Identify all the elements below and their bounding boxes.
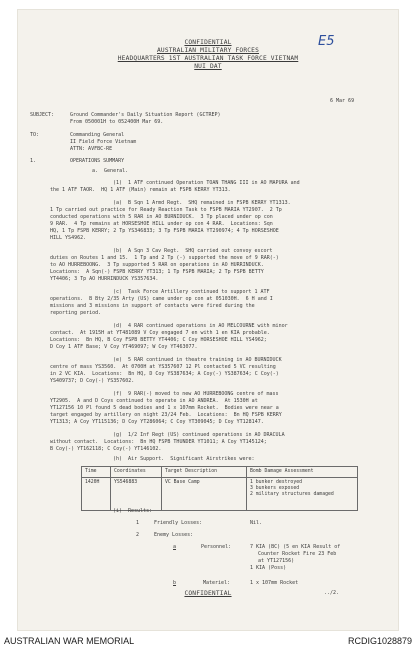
table-cell-assessment: 1 bunker destroyed 3 bunkers exposed 2 military structures damaged: [247, 478, 358, 511]
body-line: (f) 9 RAR(-) moved to new AO HURREBOONG centre of mass: [113, 391, 279, 397]
body-line: without contact. Locations: Bn HQ FSPB THUNDER YT1011; A Coy YT145124;: [50, 439, 267, 445]
body-line: in 2 VC KIA. Locations: Bn HQ, D Coy YS387634; A Coy(-) YS387634; C Coy(-): [50, 371, 279, 377]
body-line: YT127156 10 Pl found 5 dead bodies and 1 x 107mm Rocket. Bodies were near a: [50, 405, 279, 411]
materiel-label: Materiel:: [203, 580, 231, 586]
body-line: conducted operations with 5 RAR in AO BURNIDUCK. 3 Tp placed under op con: [50, 214, 273, 220]
continued-marker: ../2.: [324, 590, 340, 596]
body-line: missions and 3 missions in support of contacts were fired during the: [50, 303, 255, 309]
subsection-general: a. General.: [92, 168, 129, 174]
header-line-1: AUSTRALIAN MILITARY FORCES: [156, 47, 260, 54]
results-label: (i) Results:: [113, 508, 153, 514]
personnel-line-4: 1 KIA (Poss): [250, 565, 287, 571]
table-cell-coordinates: YS546883: [111, 478, 162, 511]
materiel-value: 1 x 107mm Rocket: [250, 580, 299, 586]
enemy-label: Enemy Losses:: [154, 532, 194, 538]
body-line: 1 Tp carried out practice for Ready Reaction Task to FSPB MARIA YT2907. 2 Tp: [50, 207, 282, 213]
body-line: (e) 5 RAR continued in theatre training in AO BURNIDUCK: [113, 357, 282, 363]
table-cell-time: 1420H: [82, 478, 111, 511]
materiel-letter: b: [173, 580, 177, 586]
table-row: [82, 478, 358, 511]
body-line: (a) B Sqn 1 Armd Regt. SHQ remained in FSPB KERRY YT1313.: [113, 200, 291, 206]
to-line-1: Commanding General: [70, 132, 125, 138]
body-line: (b) A Sqn 3 Cav Regt. SHQ carried out convoy escort: [113, 248, 273, 254]
table-cell-target: VC Base Camp: [162, 478, 247, 511]
table-header-cell: Coordinates: [111, 467, 162, 478]
section-number: 1.: [30, 158, 37, 164]
body-line: target engaged by artillery on night 23/24 Feb. Locations: Bn HQ FSPB KERRY: [50, 412, 282, 418]
body-line: operations. B Bty 2/35 Arty (US) came under op con at 051030H. 6 H and I: [50, 296, 273, 302]
subject-label: SUBJECT:: [30, 112, 55, 118]
body-line: HILL YS4962.: [50, 235, 87, 241]
archive-source-label: AUSTRALIAN WAR MEMORIAL: [4, 636, 135, 646]
personnel-letter: a: [173, 544, 177, 550]
to-line-2: II Field Force Vietnam: [70, 139, 137, 145]
body-line: 9 RAR. 4 Tp remains at HORSESHOE HILL under op con 4 RAR. Locations: Sqn: [50, 221, 273, 227]
body-line: YS409737; D Coy(-) YS357602.: [50, 378, 135, 384]
table-header-cell: Target Description: [162, 467, 247, 478]
body-line: centre of mass YS3560. At 0700H at YS357607 12 Pl contacted 5 VC resulting: [50, 364, 276, 370]
airstrike-table: [81, 466, 358, 511]
archive-record-id: RCDIG1028879: [347, 636, 412, 646]
classification-header: CONFIDENTIAL: [184, 39, 232, 46]
body-line: the 1 ATF TAOR. HQ 1 ATF (Main) remain at FSPB KERRY YT313.: [50, 187, 231, 193]
body-line: (d) 4 RAR continued operations in AO MELCOURNE with minor: [113, 323, 288, 329]
body-line: YT2905. A and D Coys continued to operate in AO ANDREA. At 1530H at: [50, 398, 258, 404]
to-line-3: ATTN: AVFBC-RE: [70, 146, 113, 152]
subject-line-1: Ground Commander's Daily Situation Report (GCTREP): [70, 112, 221, 118]
header-line-2: HEADQUARTERS 1ST AUSTRALIAN TASK FORCE VIETNAM: [117, 55, 299, 62]
enemy-number: 2: [136, 532, 140, 538]
friendly-label: Friendly Losses:: [154, 520, 203, 526]
personnel-line-1: 7 KIA (BC) (5 en KIA Result of: [250, 544, 341, 550]
body-line: (h) Air Support. Significant Airstrikes were:: [113, 456, 255, 462]
body-line: (c) Task Force Artillery continued to support 1 ATF: [113, 289, 270, 295]
table-header-cell: Time: [82, 467, 111, 478]
document-page: [18, 10, 398, 630]
header-line-3: NUI DAT: [194, 63, 222, 70]
document-date: 6 Mar 69: [330, 98, 355, 104]
to-label: TO:: [30, 132, 40, 138]
body-line: YT4406; 3 Tp AO HURRINDUCK YS357634.: [50, 276, 159, 282]
body-line: Locations: A Sqn(-) FSPB KERRY YT313; 1 Tp FSPB MARIA; 2 Tp FSPB BETTY: [50, 269, 264, 275]
section-title: OPERATIONS SUMMARY: [70, 158, 125, 164]
classification-footer: CONFIDENTIAL: [184, 590, 232, 597]
body-line: (1) 1 ATF continued Operation TOAN THANG III in AO MAPURA and: [113, 180, 300, 186]
table-header-cell: Bomb Damage Assessment: [247, 467, 358, 478]
personnel-label: Personnel:: [201, 544, 232, 550]
table-header-row: [82, 467, 358, 478]
body-line: contact. At 1915H at YT481089 V Coy engaged 7 en with 1 en KIA probable.: [50, 330, 270, 336]
personnel-line-2: Counter Rocket Fire 23 Feb: [258, 551, 337, 557]
body-line: duties on Routes 1 and 15. 1 Tp and 2 Tp (-) supported the move of 9 RAR(-): [50, 255, 279, 261]
friendly-value: Nil.: [250, 520, 263, 526]
handwritten-annotation: E5: [318, 34, 335, 49]
body-line: YT1313; A Coy YT115136; D Coy YT286064; C Coy YT309045; D Coy YT128147.: [50, 419, 264, 425]
body-line: to AO HURREBOONG. 3 Tp supported 5 RAR on operations in AO HURRINDUCK.: [50, 262, 264, 268]
body-line: Locations: Bn HQ, B Coy FSPB BETTY YT4406; C Coy HORSESHOE HILL YS4962;: [50, 337, 267, 343]
body-line: reporting period.: [50, 310, 102, 316]
body-line: HQ, 1 Tp FSPB KERRY; 2 Tp YS346833; 3 Tp FSPB MARIA YT290974; 4 Tp HORSESHOE: [50, 228, 279, 234]
body-line: (g) 1/2 Inf Regt (US) continued operations in AO DRACULA: [113, 432, 285, 438]
body-line: D Coy 1 ATF Base; V Coy YT469097; W Coy YT463077.: [50, 344, 198, 350]
personnel-line-3: at YT127156): [258, 558, 295, 564]
subject-line-2: From 050001H to 052400H Mar 69.: [70, 119, 164, 125]
friendly-number: 1: [136, 520, 140, 526]
body-line: B Coy(-) YT162118; C Coy(-) YT146102.: [50, 446, 162, 452]
